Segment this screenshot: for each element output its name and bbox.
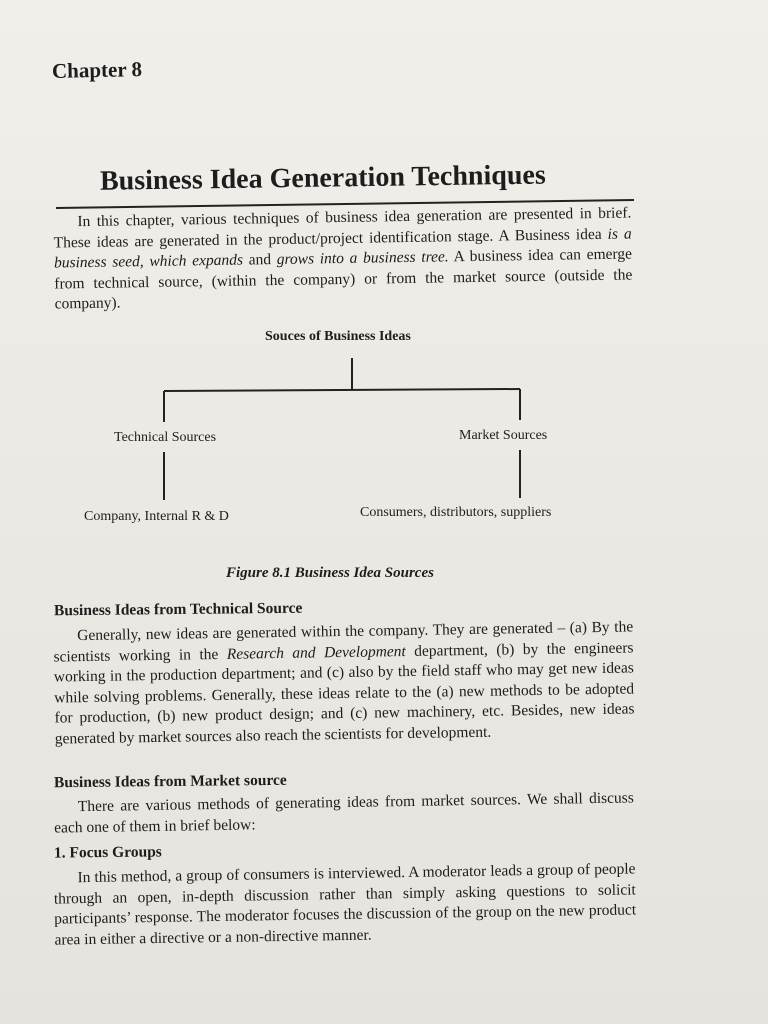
- diagram-technical-sources: Technical Sources: [114, 430, 217, 445]
- focus-text: In this method, a group of consumers is interviewed. A moderator leads a group of people through an open, in-depth discussion rather than simply asking questions to solicit participants’ response. The moderator focuses the discussion of the group on the new product area in either a directive or a non-directive manner.: [53, 860, 637, 949]
- focus-groups-paragraph: [53, 859, 636, 950]
- intro-text-1: In this chapter, various techniques of business idea generation are presented in brief. These ideas are generated in the product/project identification stage. A Business idea: [53, 204, 632, 252]
- chapter-label: Chapter 8: [51, 57, 143, 83]
- heading-market-source: Business Ideas from Market source: [53, 771, 287, 792]
- intro-italic-1: is a business seed, which expands: [53, 224, 632, 272]
- technical-text-2: department, (b) by the engineers working in the production department; and (c) also by the field staff who may get new ideas while solving problems. Generally, these ideas relate to the (a) new methods to be adopted for production, (b) new product design; and (c) new machinery, etc. Besides, new ideas generated by market sources also reach the scientists for development.: [53, 638, 635, 748]
- diagram-market-sources: Market Sources: [459, 428, 548, 443]
- branch-bar: [164, 389, 520, 391]
- intro-italic-2: grows into a business tree.: [276, 248, 449, 269]
- technical-source-paragraph: [53, 617, 635, 749]
- intro-text-3: A business idea can emerge from technical source, (within the company) or from the market source (outside the company).: [54, 245, 633, 313]
- technical-italic: Research and Development: [226, 642, 406, 663]
- technical-text-1: Generally, new ideas are generated within the company. They are generated – (a) By the scientists working in the: [53, 618, 634, 666]
- intro-text-2: and: [242, 251, 277, 269]
- figure-caption: Figure 8.1 Business Idea Sources: [226, 565, 434, 581]
- diagram-market-leaf: Consumers, distributors, suppliers: [360, 505, 552, 520]
- heading-focus-groups: 1. Focus Groups: [53, 843, 162, 862]
- chapter-title: Business Idea Generation Techniques: [99, 159, 546, 197]
- diagram-internal-leaf: Company, Internal R & D: [84, 509, 229, 524]
- diagram-root-label: Souces of Business Ideas: [265, 329, 411, 344]
- heading-technical-source: Business Ideas from Technical Source: [53, 599, 303, 620]
- market-text: There are various methods of generating ideas from market sources. We shall discuss each one of them in brief below:: [54, 789, 634, 837]
